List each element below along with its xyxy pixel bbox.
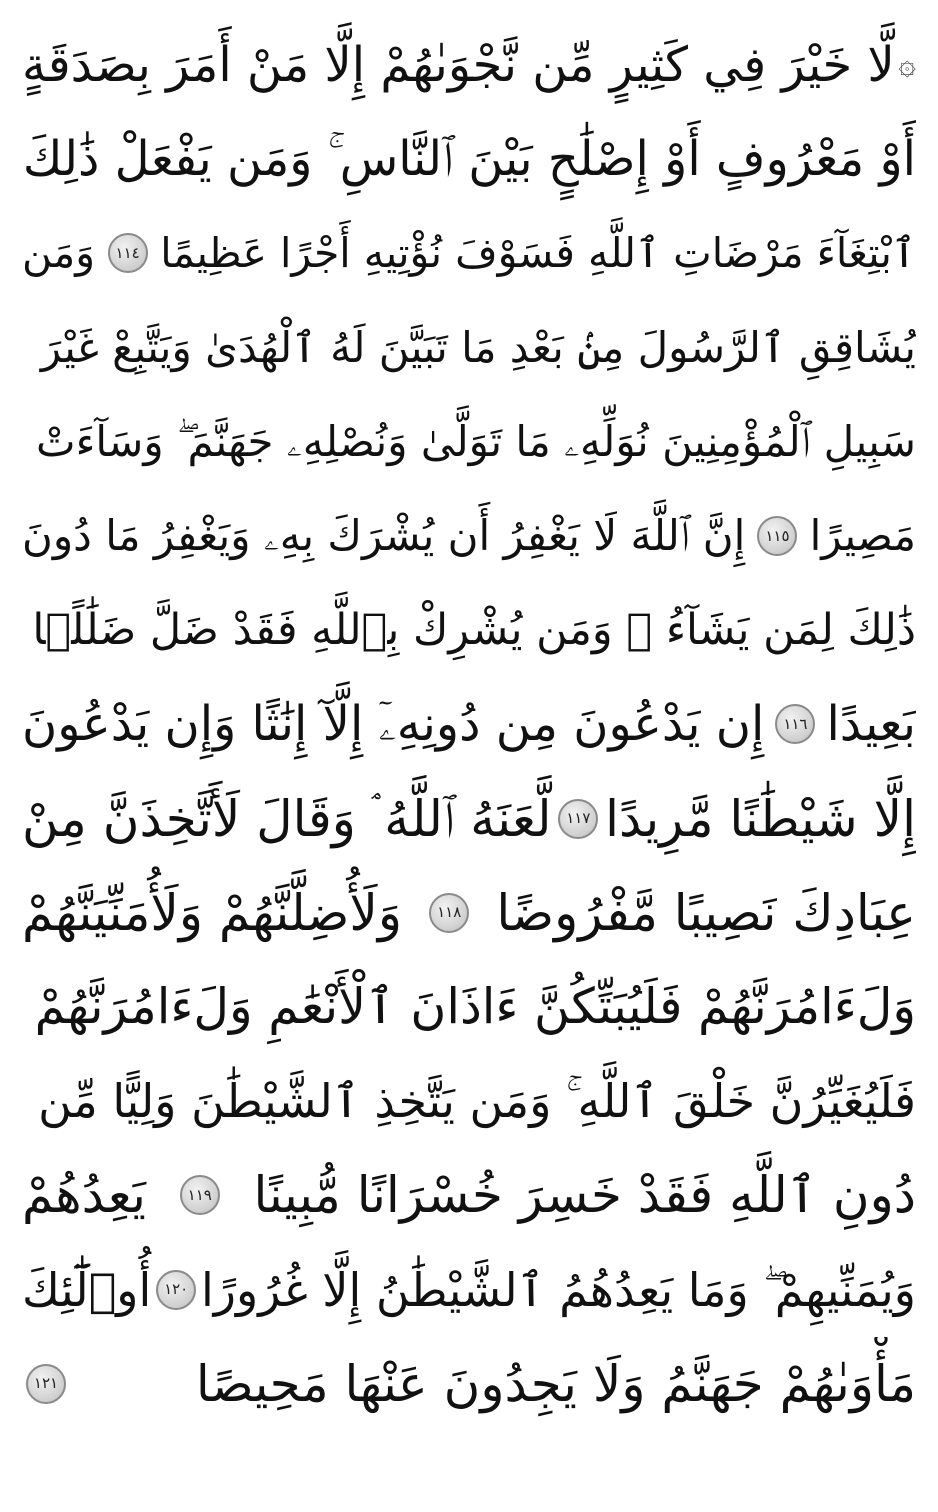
verse-text: يَعِدُهُمْ bbox=[22, 1166, 146, 1225]
verse-text: إِنَّ ٱللَّهَ لَا يَغْفِرُ أَن يُشْرَكَ بِهِۦ وَيَغْفِرُ مَا دُونَ bbox=[22, 511, 746, 561]
quran-line-13 bbox=[22, 1148, 916, 1242]
verse-text: وَلَءَامُرَنَّهُمْ فَلَيُبَتِّكُنَّ ءَاذَانَ ٱلْأَنْعَٰمِ وَلَءَامُرَنَّهُمْ bbox=[34, 978, 916, 1036]
quran-line-15 bbox=[22, 1337, 916, 1431]
quran-line-10 bbox=[22, 866, 916, 960]
verse-text: إِلَّا شَيْطَٰنًا مَّرِيدًا bbox=[605, 789, 916, 848]
verse-text: وَمَن bbox=[22, 228, 95, 277]
verse-text: فَلَيُغَيِّرُنَّ خَلْقَ ٱللَّهِ ۚ وَمَن يَتَّخِذِ ٱلشَّيْطَٰنَ وَلِيًّا مِّن bbox=[38, 1074, 916, 1129]
verse-text: مَأْوَىٰهُمْ جَهَنَّمُ وَلَا يَجِدُونَ عَنْهَا مَحِيصًا bbox=[195, 1354, 916, 1413]
verse-text: أُو۟لَٰٓئِكَ bbox=[22, 1262, 152, 1317]
verse-text: ٱبْتِغَآءَ مَرْضَاتِ ٱللَّهِ فَسَوْفَ نُؤْتِيهِ أَجْرًا عَظِيمًا bbox=[160, 228, 916, 277]
verse-text: لَّعَنَهُ ٱللَّهُ ۘ وَقَالَ لَأَتَّخِذَنَّ مِنْ bbox=[22, 789, 552, 848]
quran-line-8 bbox=[22, 677, 916, 771]
ayah-number-marker: ١١٤ bbox=[108, 233, 148, 273]
ayah-number-marker: ١١٥ bbox=[757, 516, 797, 556]
ayah-number-marker: ١١٦ bbox=[775, 704, 815, 744]
quran-line-5 bbox=[22, 395, 916, 489]
verse-text: سَبِيلِ ٱلْمُؤْمِنِينَ نُوَلِّهِۦ مَا تَوَلَّىٰ وَنُصْلِهِۦ جَهَنَّمَ ۖ وَسَآءَتْ bbox=[36, 416, 916, 466]
quran-line-7 bbox=[22, 583, 916, 677]
verse-text: مَصِيرًا bbox=[809, 511, 916, 561]
verse-text: دُونِ ٱللَّهِ فَقَدْ خَسِرَ خُسْرَانًا مُّبِينًا bbox=[253, 1166, 916, 1225]
ayah-number-marker: ١١٨ bbox=[429, 893, 469, 933]
ayah-number-marker: ١١٧ bbox=[558, 799, 598, 839]
verse-text: بَعِيدًا bbox=[826, 696, 916, 753]
quran-line-1 bbox=[22, 18, 916, 112]
verse-text: ذَٰلِكَ لِمَن يَشَآءُ ۚ وَمَن يُشْرِكْ بِٱللَّهِ فَقَدْ ضَلَّ ضَلَٰلًۢا bbox=[32, 604, 916, 655]
quran-line-11 bbox=[22, 960, 916, 1054]
verse-text: وَيُمَنِّيهِمْ ۖ وَمَا يَعِدُهُمُ ٱلشَّيْطَٰنُ إِلَّا غُرُورًا bbox=[201, 1262, 916, 1317]
quran-line-3 bbox=[22, 206, 916, 300]
ayah-number-marker: ١١٩ bbox=[180, 1175, 220, 1215]
quran-line-4 bbox=[22, 301, 916, 395]
quran-line-12 bbox=[22, 1054, 916, 1148]
verse-text: لَّا خَيْرَ فِي كَثِيرٍ مِّن نَّجْوَىٰهُمْ إِلَّا مَنْ أَمَرَ بِصَدَقَةٍ bbox=[22, 37, 895, 94]
verse-text: عِبَادِكَ نَصِيبًا مَّفْرُوضًا bbox=[496, 883, 916, 942]
verse-text: إِن يَدْعُونَ مِن دُونِهِۦٓ إِلَّآ إِنَٰثًا وَإِن يَدْعُونَ bbox=[22, 696, 765, 753]
ayah-number-marker: ١٢٠ bbox=[156, 1270, 196, 1310]
quran-line-9 bbox=[22, 772, 916, 866]
verse-text: يُشَاقِقِ ٱلرَّسُولَ مِنۢ بَعْدِ مَا تَبَيَّنَ لَهُ ٱلْهُدَىٰ وَيَتَّبِعْ غَيْرَ bbox=[40, 322, 916, 372]
quran-line-2 bbox=[22, 112, 916, 206]
quran-line-14 bbox=[22, 1242, 916, 1336]
verse-text: أَوْ مَعْرُوفٍ أَوْ إِصْلَٰحٍ بَيْنَ ٱلنَّاسِ ۚ وَمَن يَفْعَلْ ذَٰلِكَ bbox=[22, 131, 916, 188]
ayah-number-marker: ١٢١ bbox=[26, 1364, 66, 1404]
hizb-star-icon: ۞ bbox=[898, 47, 916, 83]
verse-text: وَلَأُضِلَّنَّهُمْ وَلَأُمَنِّيَنَّهُمْ bbox=[22, 883, 403, 942]
quran-line-6 bbox=[22, 489, 916, 583]
